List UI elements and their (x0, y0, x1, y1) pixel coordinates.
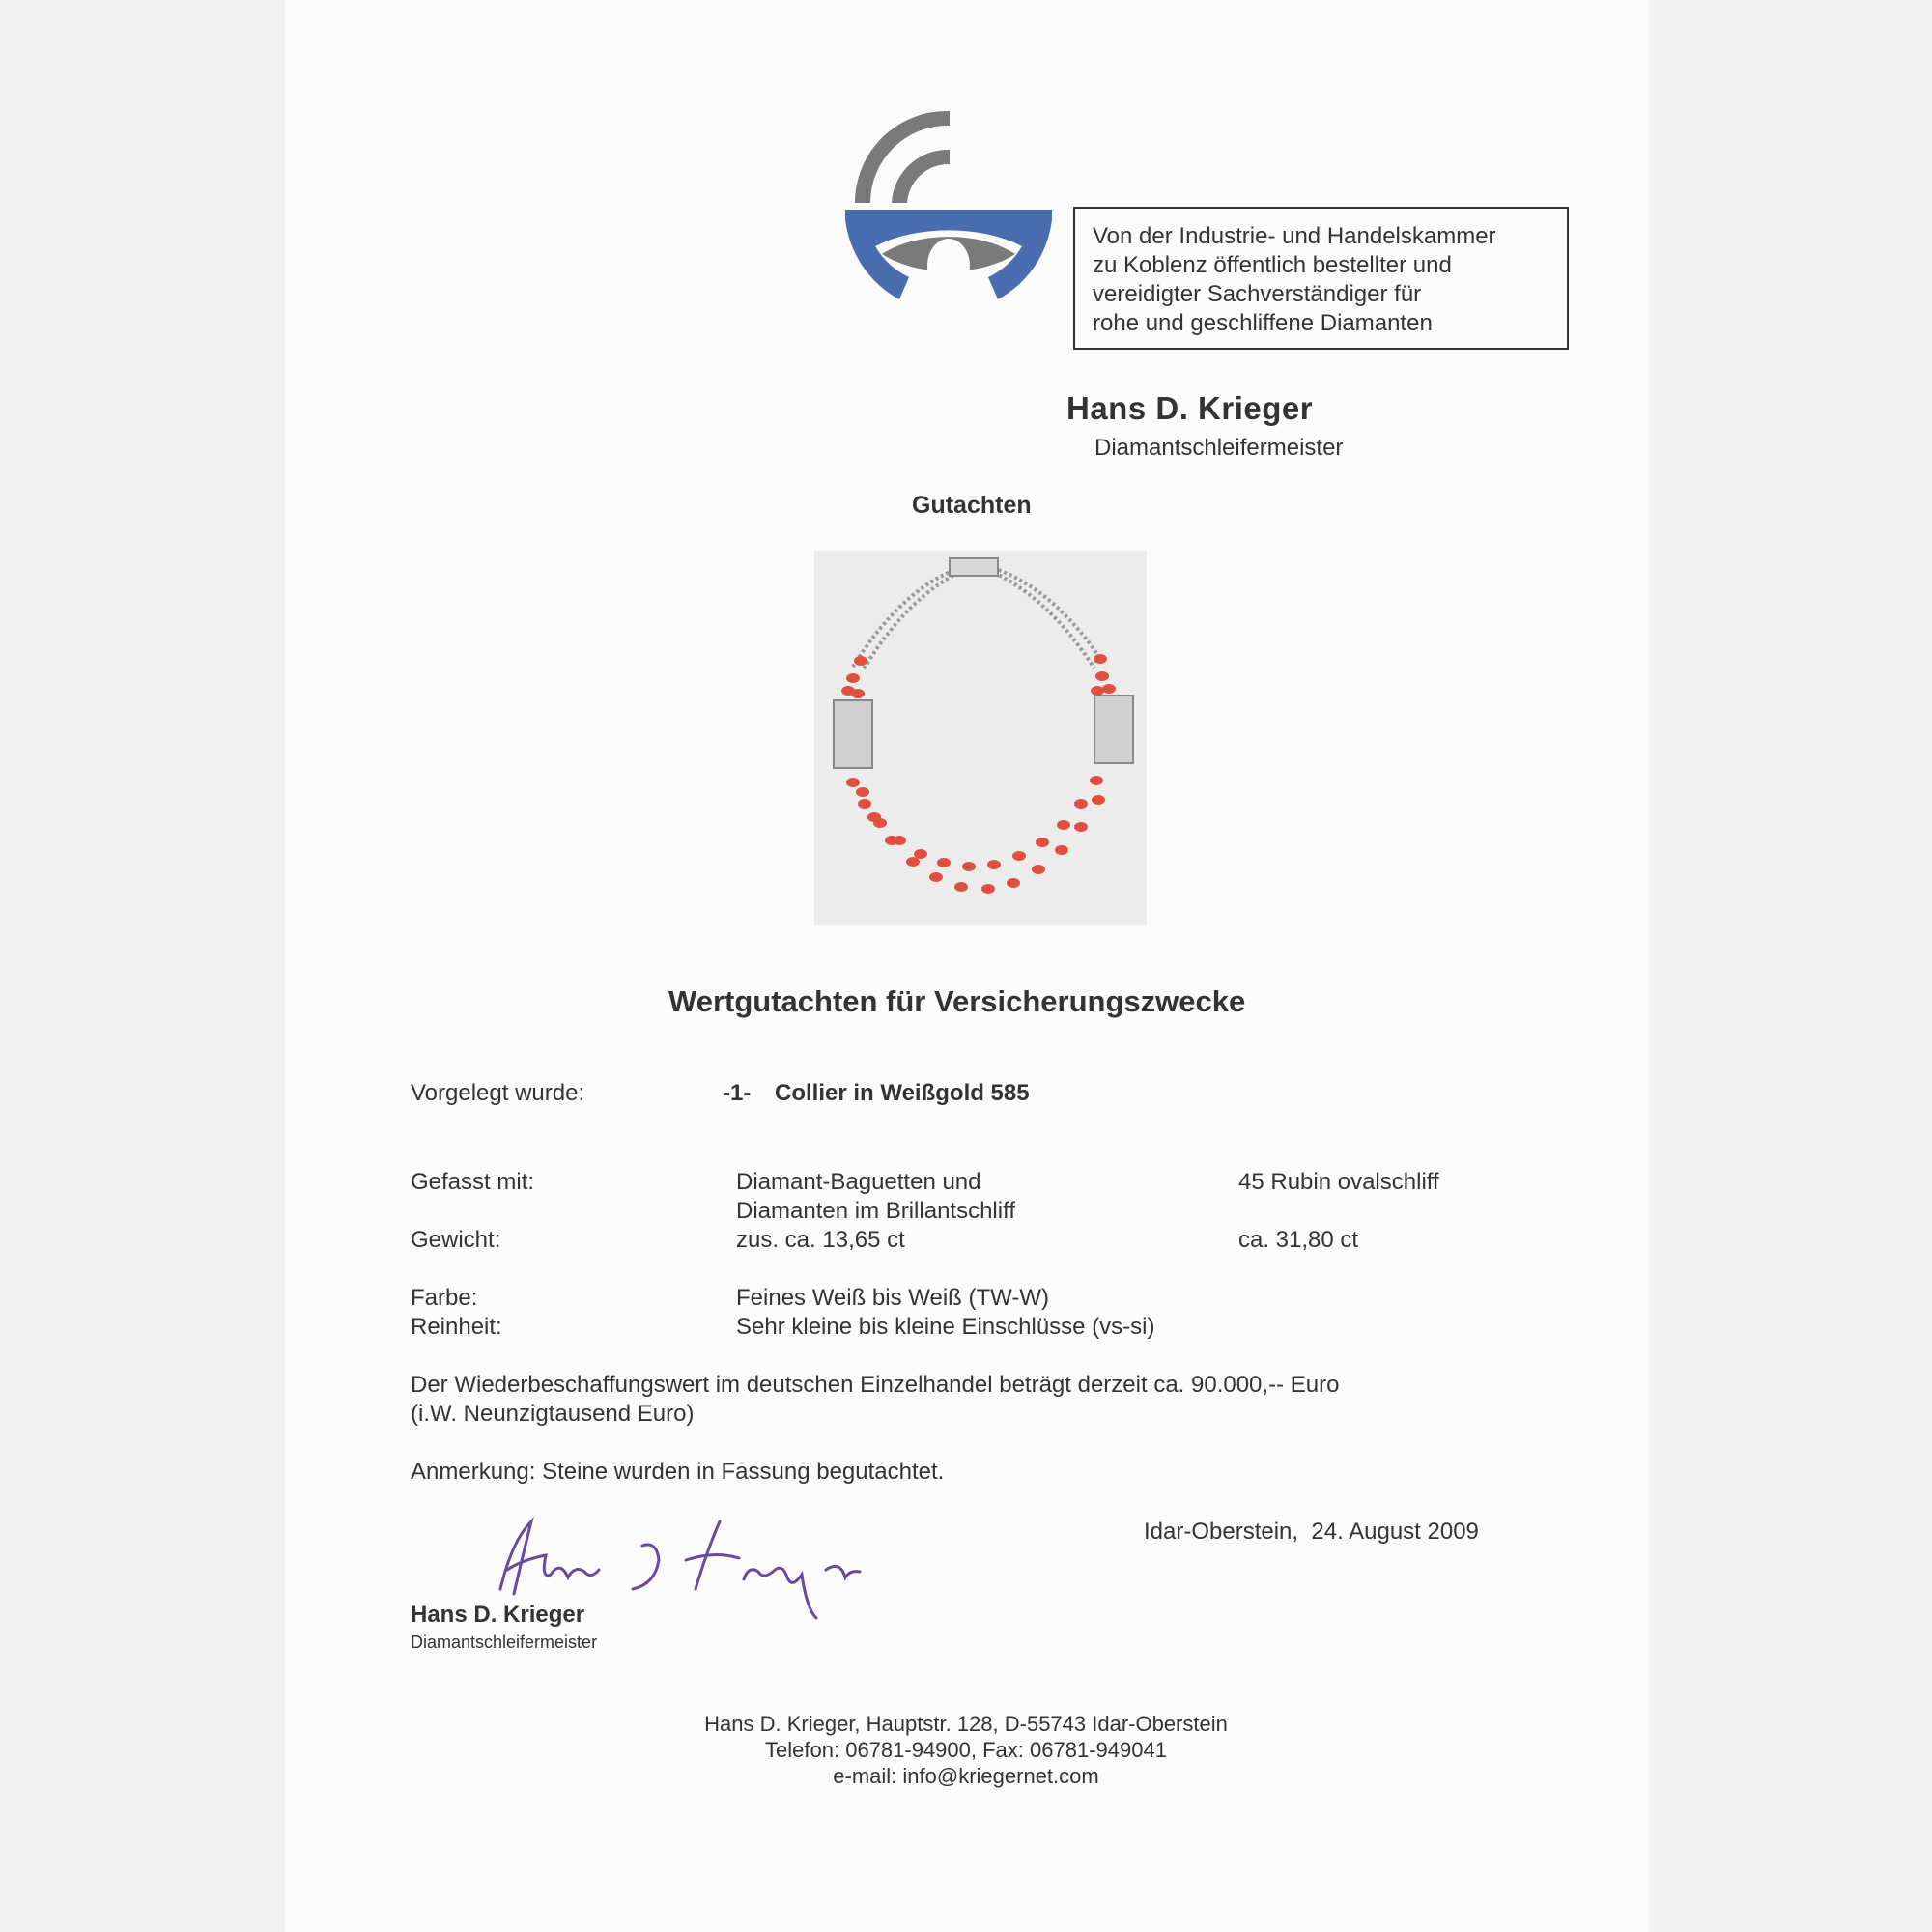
footer-phone: Telefon: 06781-94900, Fax: 06781-949041 (765, 1738, 1167, 1762)
valuation-text: Der Wiederbeschaffungswert im deutschen Einzelhandel beträgt derzeit ca. 90.000,-- Euro (411, 1372, 1340, 1398)
clarity-label: Reinheit: (411, 1314, 502, 1340)
valuation-title: Wertgutachten für Versicherungszwecke (668, 984, 1246, 1018)
expert-profession: Diamantschleifermeister (1094, 435, 1344, 461)
chamber-appointment-box (1073, 207, 1569, 350)
weight-value: zus. ca. 13,65 ct (736, 1227, 905, 1253)
item-number: -1- (723, 1080, 752, 1106)
signatory-title: Diamantschleifermeister (411, 1633, 598, 1652)
document-type: Gutachten (912, 492, 1032, 519)
chamber-line: Von der Industrie- und Handelskammer (1093, 223, 1496, 249)
place-date: Idar-Oberstein, 24. August 2009 (1144, 1519, 1479, 1545)
clarity-value: Sehr kleine bis kleine Einschlüsse (vs-si) (736, 1314, 1155, 1340)
valuation-words: (i.W. Neunzigtausend Euro) (411, 1401, 695, 1427)
set-value-ruby: 45 Rubin ovalschliff (1238, 1169, 1439, 1195)
color-label: Farbe: (411, 1285, 478, 1311)
item-description: Collier in Weißgold 585 (775, 1080, 1030, 1106)
weight-label: Gewicht: (411, 1227, 501, 1253)
footer-email: e-mail: info@kriegernet.com (833, 1764, 1099, 1788)
necklace-photo (814, 551, 1147, 925)
item-label: Vorgelegt wurde: (411, 1080, 585, 1106)
set-value-line1: Diamant-Baguetten und (736, 1169, 981, 1195)
chamber-line: rohe und geschliffene Diamanten (1093, 310, 1433, 336)
remark: Anmerkung: Steine wurden in Fassung begutachtet. (411, 1459, 945, 1485)
chamber-logo (843, 101, 1054, 314)
weight-value-ruby: ca. 31,80 ct (1238, 1227, 1359, 1253)
set-label: Gefasst mit: (411, 1169, 535, 1195)
set-value-line2: Diamanten im Brillantschliff (736, 1198, 1015, 1224)
signatory-name: Hans D. Krieger (411, 1602, 585, 1628)
chamber-line: vereidigter Sachverständiger für (1093, 281, 1422, 307)
footer-address: Hans D. Krieger, Hauptstr. 128, D-55743 Idar-Oberstein (704, 1712, 1228, 1736)
color-value: Feines Weiß bis Weiß (TW-W) (736, 1285, 1050, 1311)
expert-name: Hans D. Krieger (1066, 390, 1314, 426)
chamber-line: zu Koblenz öffentlich bestellter und (1093, 252, 1452, 278)
